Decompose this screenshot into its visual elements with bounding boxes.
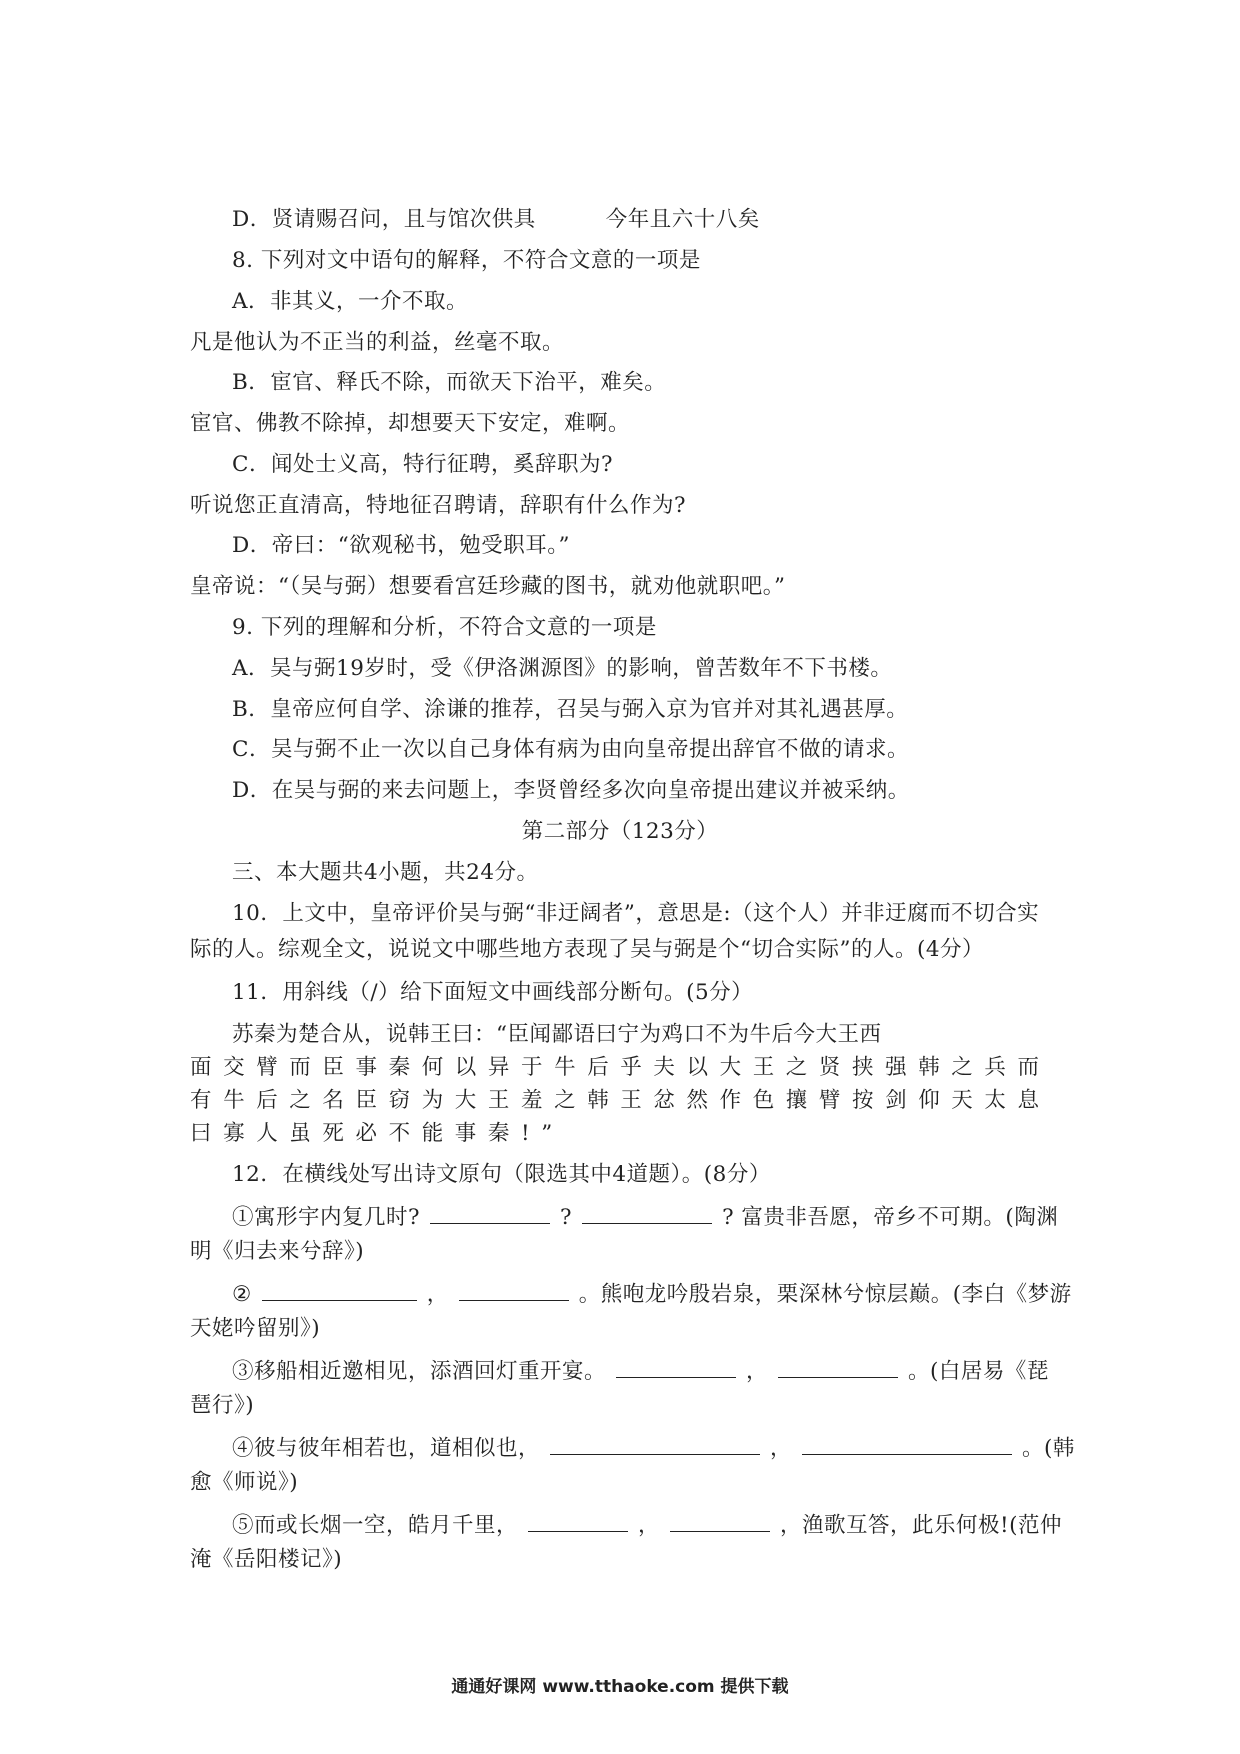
poem-item-1-cont: 明《归去来兮辞》) [190,1239,365,1264]
passage-line-1: 苏秦为楚合从，说韩王曰：“臣闻鄙语曰宁为鸡口不为牛后今大王西 [232,1022,882,1047]
answer-blank[interactable] [778,1355,898,1378]
passage-line-2: 面交臂而臣事秦何以异于牛后乎夫以大王之贤挟强韩之兵而 [190,1055,1051,1080]
passage-line-3: 有牛后之名臣窃为大王羞之韩王忿然作色攘臂按剑仰天太息 [190,1088,1051,1113]
q8-option-a-translation: 凡是他认为不正当的利益，丝毫不取。 [190,330,565,355]
q9-option-d: D．在吴与弼的来去问题上，李贤曾经多次向皇帝提出建议并被采纳。 [232,778,910,803]
footer-watermark: 通通好课网 www.tthaoke.com 提供下载 [451,1677,789,1697]
q8-option-b: B．宦官、释氏不除，而欲天下治平，难矣。 [232,370,667,395]
poem-item-1: ①寓形宇内复几时? ? ? 富贵非吾愿，帝乡不可期。(陶渊 [232,1201,1058,1233]
part-two-heading: 第二部分（123分） [521,819,719,844]
q8-option-a: A．非其义，一介不取。 [232,289,469,314]
answer-blank[interactable] [528,1509,628,1532]
section-three-heading: 三、本大题共4小题，共24分。 [232,860,539,885]
question-11: 11．用斜线（/）给下面短文中画线部分断句。(5分） [232,980,754,1005]
answer-blank[interactable] [616,1355,736,1378]
question-10-line2: 际的人。综观全文，说说文中哪些地方表现了吴与弼是个“切合实际”的人。(4分） [190,937,985,962]
poem-item-3-cont: 琶行》) [190,1393,255,1418]
answer-blank[interactable] [582,1201,712,1224]
passage-line-4: 曰寡人虽死必不能事秦!” [190,1121,564,1146]
poem-item-4: ④彼与彼年相若也，道相似也， ， 。(韩 [232,1432,1075,1464]
poem-item-5-cont: 淹《岳阳楼记》) [190,1547,343,1572]
poem-item-4-cont: 愈《师说》) [190,1470,299,1495]
poem-item-5: ⑤而或长烟一空，皓月千里， ， ，渔歌互答，此乐何极!(范仲 [232,1509,1062,1541]
question-10-line1: 10．上文中，皇帝评价吴与弼“非迂阔者”，意思是:（这个人）并非迂腐而不切合实 [232,901,1040,926]
q9-option-c: C．吴与弼不止一次以自己身体有病为由向皇帝提出辞官不做的请求。 [232,737,909,762]
q8-option-c: C．闻处士义高，特行征聘，奚辞职为? [232,452,613,477]
q8-option-b-translation: 宦官、佛教不除掉，却想要天下安定，难啊。 [190,411,631,436]
question-9: 9. 下列的理解和分析，不符合文意的一项是 [232,615,657,640]
q9-option-b: B．皇帝应何自学、涂谦的推荐，召吴与弼入京为官并对其礼遇甚厚。 [232,697,909,722]
q9-option-a: A．吴与弼19岁时，受《伊洛渊源图》的影响，曾苦数年不下书楼。 [232,656,893,681]
q8-option-c-translation: 听说您正直清高，特地征召聘请，辞职有什么作为? [190,493,687,518]
answer-blank[interactable] [430,1201,550,1224]
answer-blank[interactable] [459,1278,569,1301]
answer-blank[interactable] [670,1509,770,1532]
q8-option-d: D．帝曰：“欲观秘书，勉受职耳。” [232,533,570,558]
answer-blank[interactable] [550,1432,760,1455]
answer-blank[interactable] [262,1278,417,1301]
question-12: 12．在横线处写出诗文原句（限选其中4道题）。(8分） [232,1162,771,1187]
question-8: 8. 下列对文中语句的解释，不符合文意的一项是 [232,248,701,273]
option-d-line: D．贤请赐召问，且与馆次供具 今年且六十八矣 [232,207,760,232]
poem-item-2-cont: 天姥吟留别》) [190,1316,321,1341]
q8-option-d-translation: 皇帝说：“（吴与弼）想要看宫廷珍藏的图书，就劝他就职吧。” [190,574,786,599]
poem-item-3: ③移船相近邀相见，添酒回灯重开宴。 ， 。(白居易《琵 [232,1355,1049,1387]
answer-blank[interactable] [802,1432,1012,1455]
poem-item-2: ② ， 。熊咆龙吟殷岩泉，栗深林兮惊层巅。(李白《梦游 [232,1278,1072,1310]
